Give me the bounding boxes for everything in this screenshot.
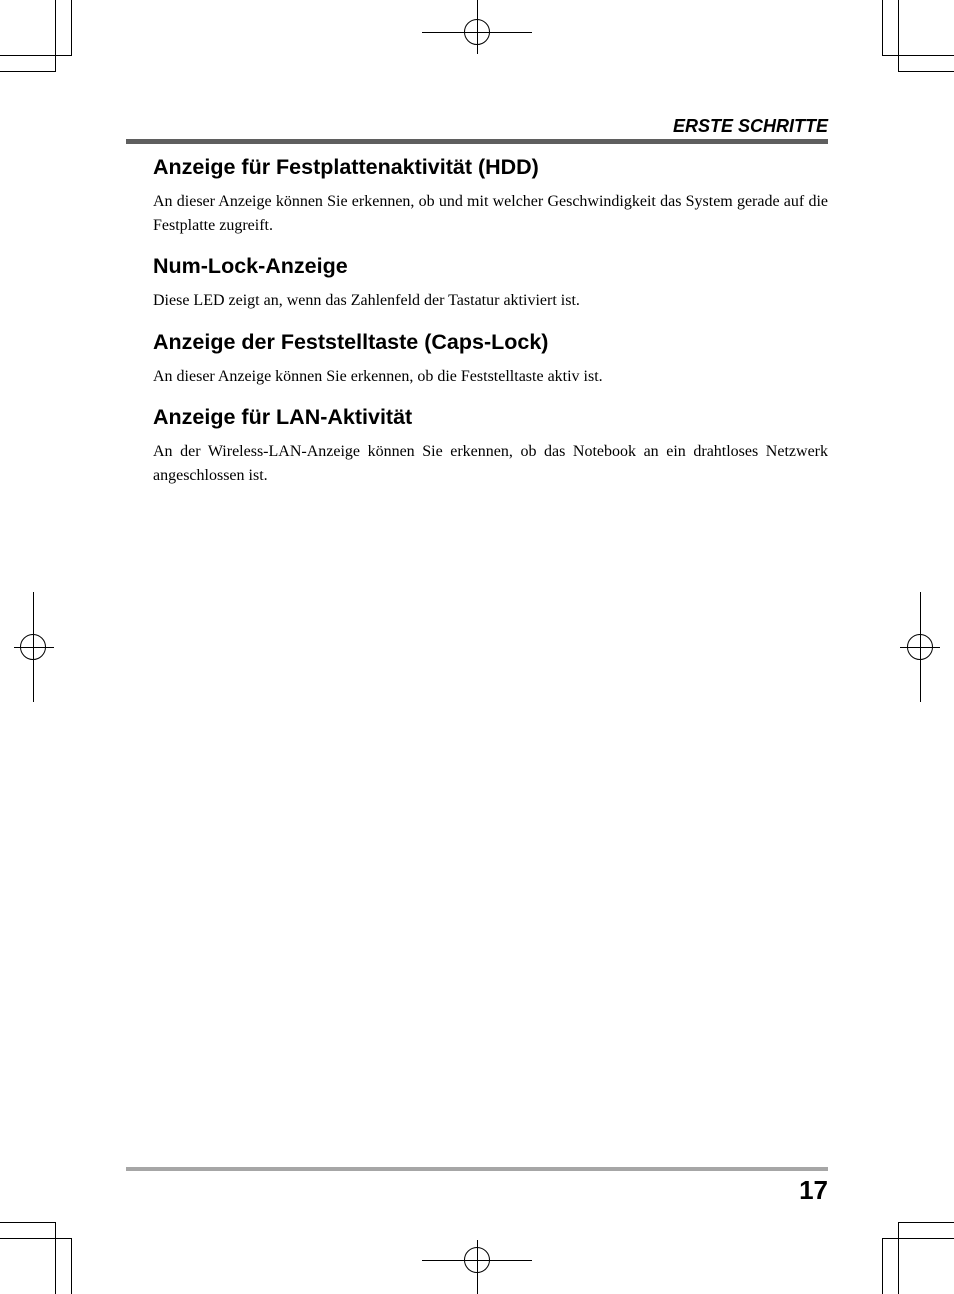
section-lan-indicator xyxy=(153,402,828,487)
crop-mark xyxy=(898,0,899,72)
section-hdd-indicator xyxy=(153,152,828,237)
crop-mark xyxy=(55,1222,56,1294)
section-heading: Anzeige der Feststelltaste (Caps-Lock) xyxy=(153,329,549,354)
crop-mark xyxy=(882,1238,954,1239)
section-heading: Num-Lock-Anzeige xyxy=(153,254,348,278)
section-heading: Anzeige für Festplattenaktivität (HDD) xyxy=(153,155,539,179)
footer-rule xyxy=(126,1167,828,1171)
crop-mark xyxy=(0,1222,56,1223)
registration-mark-icon xyxy=(20,634,46,660)
running-header: ERSTE SCHRITTE xyxy=(672,116,828,136)
registration-mark-icon xyxy=(464,1247,490,1273)
crop-mark xyxy=(71,1238,72,1294)
crop-mark xyxy=(882,0,883,55)
registration-mark-icon xyxy=(464,19,490,45)
section-heading: Anzeige für LAN-Aktivität xyxy=(153,405,413,429)
crop-mark xyxy=(55,0,56,72)
section-paragraph: An der Wireless-LAN-Anzeige können Sie erkennen, ob das Notebook an ein drahtloses Netzwerk angeschlossen ist. xyxy=(153,443,828,484)
crop-mark xyxy=(882,1238,883,1294)
section-paragraph: An dieser Anzeige können Sie erkennen, ob die Feststelltaste aktiv ist. xyxy=(153,367,603,385)
section-caps-lock-indicator xyxy=(153,327,828,389)
registration-mark-icon xyxy=(907,634,933,660)
crop-mark xyxy=(898,1222,954,1223)
crop-mark xyxy=(71,0,72,55)
section-paragraph: Diese LED zeigt an, wenn das Zahlenfeld der Tastatur aktiviert ist. xyxy=(153,292,580,309)
header-rule xyxy=(126,139,828,144)
crop-mark xyxy=(898,1222,899,1294)
crop-mark xyxy=(898,71,954,72)
crop-mark xyxy=(0,71,56,72)
section-paragraph: An dieser Anzeige können Sie erkennen, ob und mit welcher Geschwindigkeit das System gerade auf die Festplatte zugreift. xyxy=(153,193,828,234)
crop-mark xyxy=(0,55,72,56)
page-number: 17 xyxy=(799,1175,828,1205)
section-num-lock-indicator xyxy=(153,251,828,313)
crop-mark xyxy=(882,55,954,56)
main-content xyxy=(153,152,828,501)
crop-mark xyxy=(0,1238,72,1239)
